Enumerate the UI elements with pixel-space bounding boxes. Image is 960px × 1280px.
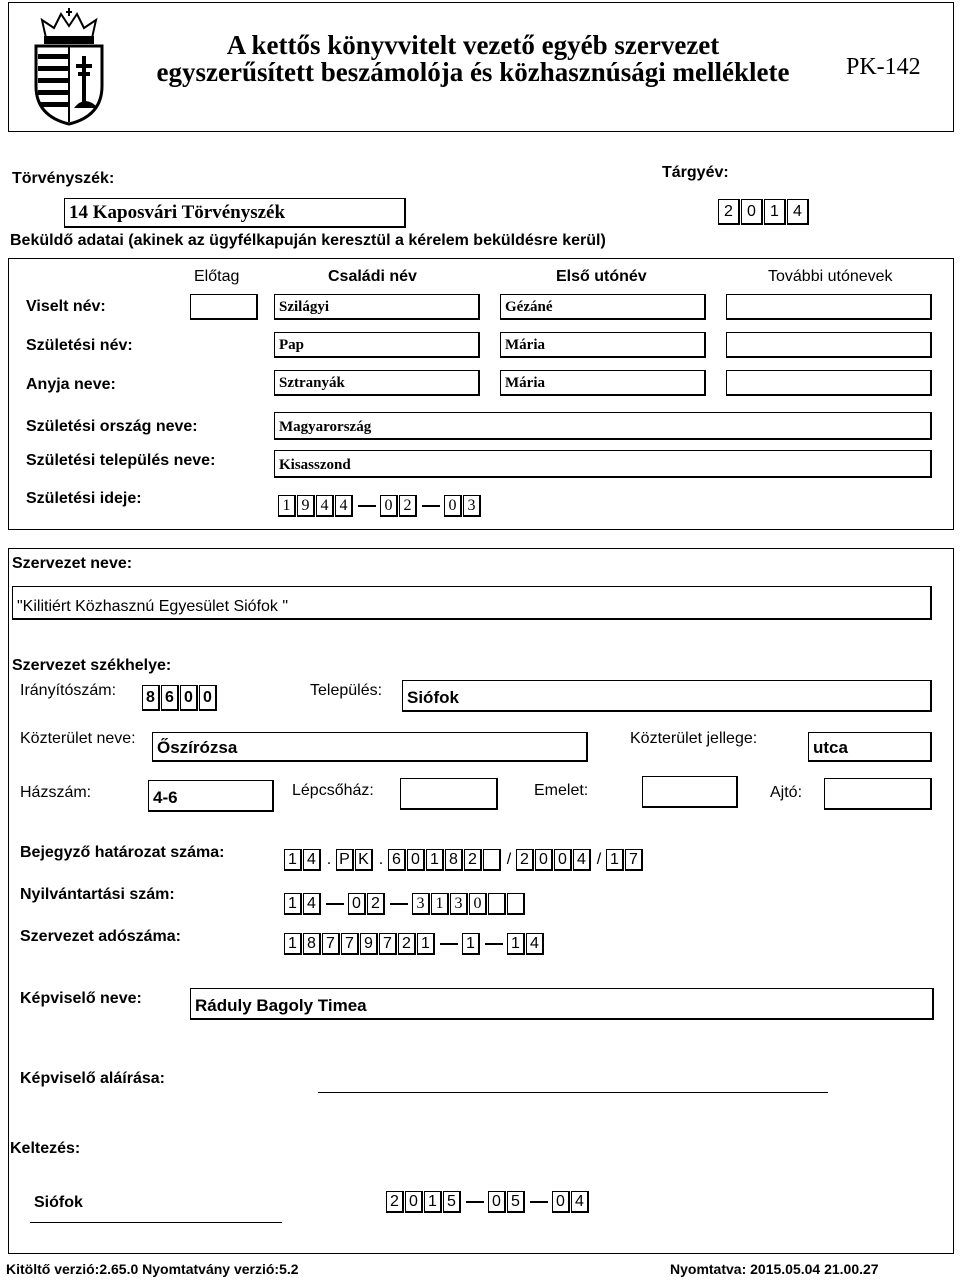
- date-dash: [422, 505, 440, 507]
- house-value: 4-6: [153, 788, 178, 807]
- mother-family-field[interactable]: [274, 370, 480, 396]
- footer-printed: Nyomtatva: 2015.05.04 21.00.27: [670, 1261, 879, 1277]
- year-label: Tárgyév:: [662, 164, 729, 181]
- street-label: Közterület neve:: [20, 730, 136, 747]
- col-family-header: Családi név: [328, 268, 417, 285]
- birth-first-value: Mária: [505, 337, 545, 353]
- birth-year-digit: 4: [316, 495, 334, 517]
- date-year-digit: 2: [386, 1191, 404, 1213]
- date-month-digit: 0: [488, 1191, 506, 1213]
- date-dash: [358, 505, 376, 507]
- court-label: Törvényszék:: [12, 170, 115, 187]
- birth-date-field[interactable]: [278, 494, 482, 518]
- door-label: Ajtó:: [770, 784, 803, 801]
- reg-decision-label: Bejegyző határozat száma:: [20, 844, 225, 861]
- tax-digit: 7: [322, 933, 340, 955]
- reg-separator: .: [378, 851, 384, 868]
- year-digit: 1: [764, 199, 786, 225]
- birth-name-label: Születési név:: [26, 337, 133, 354]
- reg-digit: 1: [426, 849, 444, 871]
- current-first-value: Gézáné: [505, 299, 553, 315]
- org-name-value: "Kilitiért Közhasznú Egyesület Siófok ": [17, 598, 289, 615]
- court-value: 14 Kaposvári Törvényszék: [69, 202, 286, 223]
- org-seat-label: Szervezet székhelye:: [12, 657, 172, 674]
- current-first-field[interactable]: [500, 294, 706, 320]
- zip-digit: 0: [180, 685, 198, 711]
- record-digit: 1: [431, 893, 449, 915]
- record-digit: 2: [367, 893, 385, 915]
- record-number-field[interactable]: [284, 892, 526, 916]
- org-name-label: Szervezet neve:: [12, 555, 133, 572]
- birth-city-label: Születési település neve:: [26, 452, 216, 469]
- birth-country-field[interactable]: [274, 412, 932, 440]
- col-other-header: További utónevek: [768, 268, 893, 285]
- zip-digit: 8: [142, 685, 160, 711]
- tax-number-label: Szervezet adószáma:: [20, 928, 181, 945]
- city-label: Település:: [310, 682, 383, 699]
- birth-year-digit: 9: [297, 495, 315, 517]
- date-year-digit: 1: [424, 1191, 442, 1213]
- street-type-field[interactable]: [808, 732, 932, 762]
- court-field[interactable]: [64, 198, 406, 228]
- mother-other-field[interactable]: [726, 370, 932, 396]
- city-value: Siófok: [407, 688, 459, 707]
- zip-label: Irányítószám:: [20, 682, 117, 699]
- reg-digit: 1: [284, 849, 302, 871]
- date-year-digit: 0: [405, 1191, 423, 1213]
- reg-digit: 0: [407, 849, 425, 871]
- birth-first-field[interactable]: [500, 332, 706, 358]
- year-digit: 2: [718, 199, 740, 225]
- birth-city-value: Kisasszond: [279, 457, 351, 473]
- year-digits[interactable]: [718, 200, 810, 224]
- sender-heading: Beküldő adatai (akinek az ügyfélkapuján keresztül a kérelem beküldésre kerül): [10, 232, 606, 249]
- birth-family-field[interactable]: [274, 332, 480, 358]
- tax-digit: 7: [341, 933, 359, 955]
- mother-family-value: Sztranyák: [279, 375, 345, 391]
- tax-dash: [485, 943, 503, 945]
- record-dash: [390, 903, 408, 905]
- dating-label: Keltezés:: [10, 1140, 81, 1157]
- reg-digit: 8: [445, 849, 463, 871]
- date-month-digit: 5: [507, 1191, 525, 1213]
- door-field[interactable]: [824, 778, 932, 810]
- tax-number-field[interactable]: [284, 932, 545, 956]
- birth-country-value: Magyarország: [279, 419, 372, 435]
- reg-digit: 6: [388, 849, 406, 871]
- date-day-digit: 4: [571, 1191, 589, 1213]
- street-value: Őszírózsa: [157, 738, 238, 757]
- record-dash: [326, 903, 344, 905]
- record-digit: 1: [284, 893, 302, 915]
- reg-digit: 7: [625, 849, 643, 871]
- date-year-digit: 5: [443, 1191, 461, 1213]
- representative-label: Képviselő neve:: [20, 990, 142, 1007]
- tax-dash: [440, 943, 458, 945]
- mother-name-label: Anyja neve:: [26, 376, 116, 393]
- birth-family-value: Pap: [279, 337, 305, 353]
- col-first-header: Első utónév: [556, 268, 647, 285]
- current-name-label: Viselt név:: [26, 298, 106, 315]
- place-value[interactable]: Siófok: [34, 1194, 83, 1211]
- reg-digit: 1: [606, 849, 624, 871]
- reg-separator: /: [506, 851, 512, 868]
- tax-digit: 1: [507, 933, 525, 955]
- reg-digit: 0: [554, 849, 572, 871]
- birth-year-digit: 4: [335, 495, 353, 517]
- coat-of-arms-icon: [28, 8, 110, 126]
- reg-char: K: [355, 849, 373, 871]
- current-family-field[interactable]: [274, 294, 480, 320]
- zip-field[interactable]: [142, 686, 218, 710]
- birth-year-digit: 1: [278, 495, 296, 517]
- record-digit: 3: [450, 893, 468, 915]
- tax-digit: 7: [379, 933, 397, 955]
- stair-label: Lépcsőház:: [292, 782, 374, 799]
- reg-digit: 4: [573, 849, 591, 871]
- tax-digit: 9: [360, 933, 378, 955]
- year-digit: 4: [787, 199, 809, 225]
- tax-digit: 2: [398, 933, 416, 955]
- record-digit: [507, 893, 525, 915]
- reg-separator: /: [596, 851, 602, 868]
- tax-digit: 4: [526, 933, 544, 955]
- record-digit: 0: [469, 893, 487, 915]
- city-field[interactable]: [402, 680, 932, 712]
- street-type-value: utca: [813, 738, 848, 757]
- reg-char: P: [336, 849, 354, 871]
- tax-digit: 1: [462, 933, 480, 955]
- year-digit: 0: [741, 199, 763, 225]
- org-name-field[interactable]: [12, 586, 932, 620]
- footer-version: Kitöltő verzió:2.65.0 Nyomtatvány verzió:5.2: [6, 1261, 299, 1277]
- stair-field[interactable]: [400, 778, 498, 810]
- house-label: Házszám:: [20, 784, 92, 801]
- current-prefix-field[interactable]: [190, 294, 258, 320]
- form-title-line1: A kettős könyvvitelt vezető egyéb szervezet: [226, 30, 720, 60]
- birth-month-digit: 0: [380, 495, 398, 517]
- street-type-label: Közterület jellege:: [630, 730, 758, 747]
- reg-digit: [483, 849, 501, 871]
- tax-digit: 8: [303, 933, 321, 955]
- house-field[interactable]: [148, 780, 274, 812]
- date-dash: [466, 1201, 484, 1203]
- birth-day-digit: 0: [444, 495, 462, 517]
- mother-first-value: Mária: [505, 375, 545, 391]
- zip-digit: 6: [161, 685, 179, 711]
- birth-country-label: Születési ország neve:: [26, 418, 198, 435]
- date-day-digit: 0: [552, 1191, 570, 1213]
- record-digit: [488, 893, 506, 915]
- representative-field[interactable]: [190, 988, 934, 1020]
- col-prefix-header: Előtag: [194, 268, 240, 285]
- birth-day-digit: 3: [463, 495, 481, 517]
- record-digit: 3: [412, 893, 430, 915]
- reg-decision-field[interactable]: [284, 848, 644, 872]
- street-field[interactable]: [152, 732, 588, 762]
- birth-city-field[interactable]: [274, 450, 932, 478]
- record-number-label: Nyilvántartási szám:: [20, 886, 175, 903]
- place-line: [30, 1222, 282, 1223]
- current-family-value: Szilágyi: [279, 299, 330, 315]
- birth-month-digit: 2: [399, 495, 417, 517]
- birth-other-field[interactable]: [726, 332, 932, 358]
- birth-date-label: Születési ideje:: [26, 490, 142, 507]
- current-other-field[interactable]: [726, 294, 932, 320]
- tax-digit: 1: [284, 933, 302, 955]
- zip-digit: 0: [199, 685, 217, 711]
- tax-digit: 1: [417, 933, 435, 955]
- reg-digit: 2: [516, 849, 534, 871]
- record-digit: 0: [348, 893, 366, 915]
- record-digit: 4: [303, 893, 321, 915]
- mother-first-field[interactable]: [500, 370, 706, 396]
- signature-label: Képviselő aláírása:: [20, 1070, 165, 1087]
- form-title-line2: egyszerűsített beszámolója és közhasznúsági melléklete: [156, 57, 790, 87]
- reg-separator: .: [326, 851, 332, 868]
- date-dash: [530, 1201, 548, 1203]
- date-field[interactable]: [386, 1190, 590, 1214]
- reg-digit: 2: [464, 849, 482, 871]
- floor-label: Emelet:: [534, 782, 589, 799]
- reg-digit: 0: [535, 849, 553, 871]
- reg-digit: 4: [303, 849, 321, 871]
- representative-value: Ráduly Bagoly Timea: [195, 996, 367, 1015]
- form-code: PK-142: [846, 54, 921, 80]
- signature-line[interactable]: [318, 1092, 828, 1093]
- floor-field[interactable]: [642, 776, 738, 808]
